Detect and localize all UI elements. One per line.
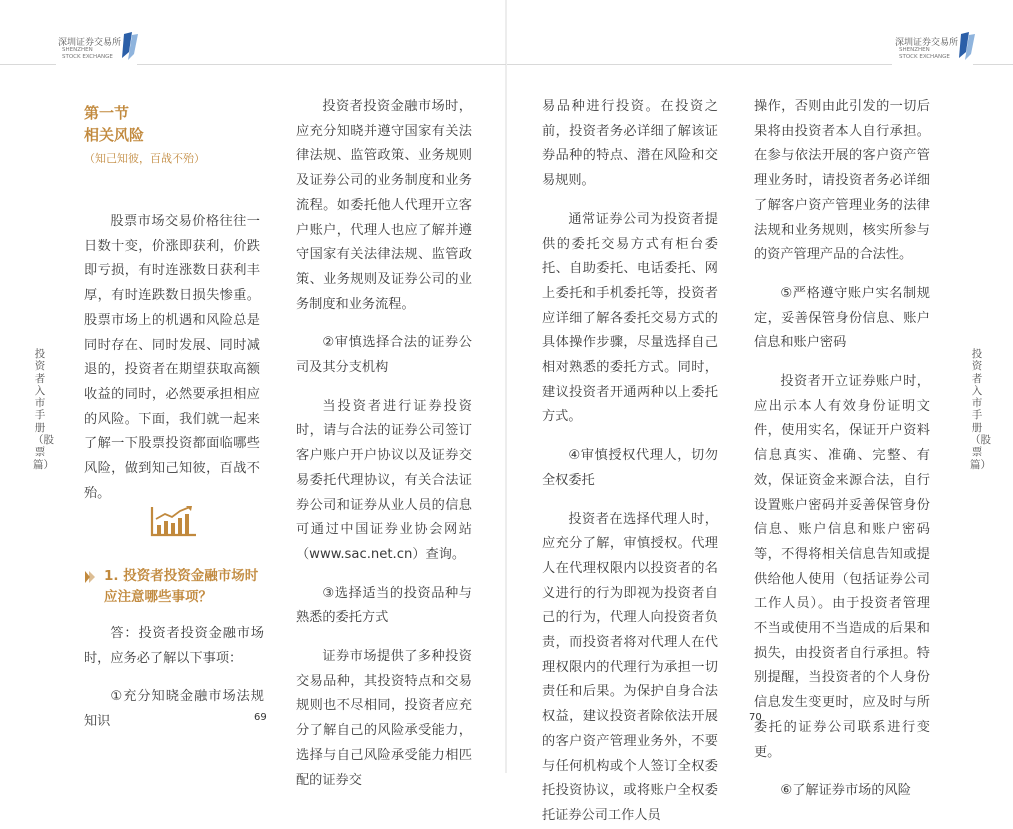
right-page-column-1	[542, 95, 718, 829]
exchange-logo-icon	[118, 32, 138, 62]
header-rule-left	[507, 64, 892, 65]
side-section-label: 投资者入市手册（股票篇）	[970, 348, 991, 471]
col2-paragraph-3: 证券市场提供了多种投资交易品种，其投资特点和交易规则也不尽相同，投资者应充分了解自己的风险承受能力，选择与自己风险承受能力相匹配的证券交	[296, 649, 472, 788]
triangle-marker-icon	[84, 570, 96, 584]
item6-heading: ⑥了解证券市场的风险	[780, 783, 911, 799]
question-heading	[84, 566, 264, 608]
item4-heading: ④审慎授权代理人，切勿全权委托	[542, 448, 718, 488]
logo-english-name: SHENZHEN STOCK EXCHANGE	[899, 47, 950, 60]
col2-paragraph-1: 操作，否则由此引发的一切后果将由投资者本人自行承担。在参与依法开展的客户资产管理业务时，请投资者务必详细了解客户资产管理业务的法律法规和业务规则，核实所参与的资产管理产品的合法性。	[754, 99, 930, 263]
exchange-logo	[895, 32, 995, 68]
right-page	[507, 0, 1013, 823]
page-number: 69	[254, 712, 267, 723]
item1-heading: ①充分知晓金融市场法规知识	[84, 689, 264, 730]
left-page-column-2	[296, 95, 472, 793]
header-rule-right	[137, 64, 506, 65]
logo-chinese-name: 深圳证券交易所	[58, 38, 122, 48]
side-section-label: 投资者入市手册（股票篇）	[33, 348, 54, 471]
col1-paragraph-2: 通常证券公司为投资者提供的委托交易方式有柜台委托、自助委托、电话委托、网上委托和手机委托等，投资者应详细了解各委托交易方式的具体操作步骤，尽量选择自己相对熟悉的委托方式。同时，建议投资者开通两种以上委托方式。	[542, 211, 718, 425]
left-page	[0, 0, 506, 788]
intro-column	[84, 210, 260, 506]
item3-heading: ③选择适当的投资品种与熟悉的委托方式	[296, 585, 472, 626]
item2-heading: ②审慎选择合法的证券公司及其分支机构	[296, 335, 472, 376]
logo-chinese-name: 深圳证券交易所	[895, 38, 959, 48]
header-rule-left	[0, 64, 56, 65]
col1-paragraph-1: 易品种进行投资。在投资之前，投资者务必详细了解该证券品种的特点、潜在风险和交易规则。	[542, 99, 718, 189]
exchange-logo	[58, 32, 158, 68]
section-number: 第一节	[84, 104, 130, 122]
question-number: 1.	[104, 568, 119, 584]
right-page-column-2	[754, 95, 930, 804]
section-subtitle: （知己知彼，百战不殆）	[84, 152, 205, 165]
section-header	[84, 102, 264, 170]
logo-english-name: SHENZHEN STOCK EXCHANGE	[62, 47, 113, 60]
question-text: 投资者投资金融市场时应注意哪些事项？	[104, 568, 259, 605]
item5-heading: ⑤严格遵守账户实名制规定，妥善保管身份信息、账户信息和账户密码	[754, 285, 930, 351]
answer-paragraph: 答：投资者投资金融市场时，应务必了解以下事项：	[84, 626, 264, 666]
col1-paragraph-3: 投资者在选择代理人时，应充分了解，审慎授权。代理人在代理权限内以投资者的名义进行的行为即视为投资者自己的行为，代理人向投资者负责，而投资者将对代理人在代理权限内的代理行为承担一切责任和后果。为保护自身合法权益，建议投资者除依法开展的客户资产管理业务外，不要与任何机构或个人签订全权委托投资协议，或将账户全权委托证券公司工作人员	[542, 511, 718, 823]
col2-paragraph-1: 投资者投资金融市场时，应充分知晓并遵守国家有关法律法规、监管政策、业务规则及证券公司的业务制度和业务流程。如委托他人代理开立客户账户，代理人也应了解并遵守国家有关法律法规、监管政策、业务规则及证券公司的业务制度和业务流程。	[296, 99, 472, 312]
page-number: 70	[749, 712, 762, 723]
col2-paragraph-2: 投资者开立证券账户时，应出示本人有效身份证明文件，使用实名，保证开户资料信息真实、准确、完整、有效，保证资金来源合法，自行设置账户密码并妥善保管身份信息、账户信息和账户密码等，不得将相关信息告知或提供给他人使用（包括证券公司工作人员）。由于投资者管理不当或使用不当造成的后果和损失，由投资者自行承担。特别提醒，当投资者的个人身份信息发生变更时，应及时与所委托的证券公司联系进行变更。	[754, 374, 930, 760]
col2-paragraph-2: 当投资者进行证券投资时，请与合法的证券公司签订客户账户开户协议以及证券交易委托代理协议，有关合法证券公司和证券从业人员的信息可通过中国证券业协会网站（www.sac.net.cn）查询。	[296, 398, 472, 562]
question-block	[84, 566, 264, 735]
intro-paragraph: 股票市场交易价格往往一日数十变，价涨即获利，价跌即亏损，有时连涨数日获利丰厚，有时连跌数日损失惨重。股票市场上的机遇和风险总是同时存在、同时发展、同时减退的，投资者在期望获取高额收益的同时，必然要承担相应的风险。下面，我们就一起来了解一下股票投资都面临哪些风险，做到知己知彼，百战不殆。	[84, 214, 260, 501]
rising-chart-icon	[150, 505, 198, 537]
section-heading: 相关风险（知己知彼，百战不殆）	[84, 126, 205, 165]
exchange-logo-icon	[955, 32, 975, 62]
